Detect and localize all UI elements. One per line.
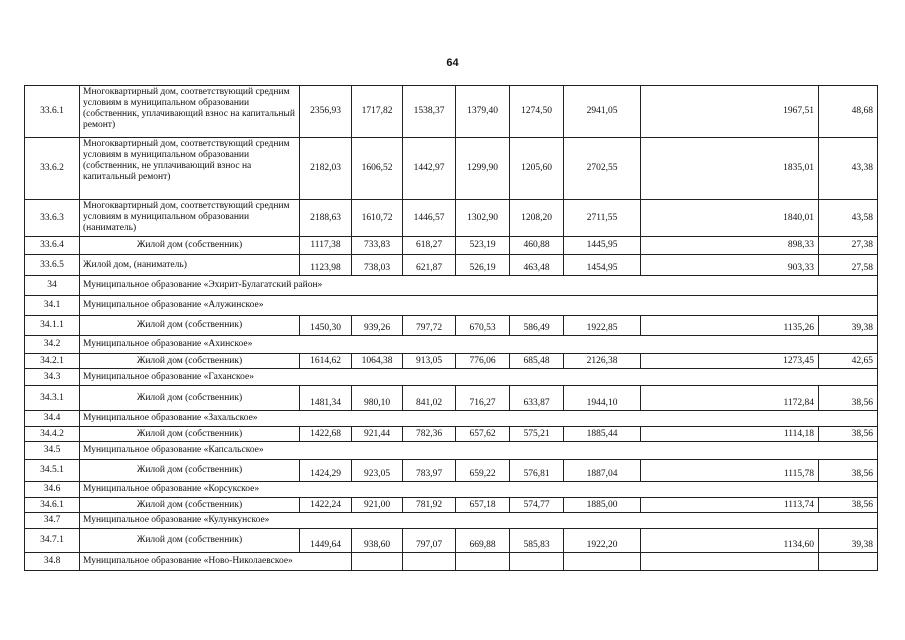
value-cell: 586,49 [510, 316, 564, 336]
value-cell: 913,05 [403, 354, 456, 369]
value-cell: 841,02 [403, 386, 456, 411]
value-cell: 574,77 [510, 498, 564, 513]
value-cell: 1445,95 [564, 237, 641, 255]
row-code: 34.5.1 [25, 460, 80, 482]
value-cell: 1117,38 [300, 237, 352, 255]
value-cell: 1840,01 [641, 200, 819, 237]
value-cell: 1273,45 [641, 354, 819, 369]
row-code: 34.6 [25, 482, 80, 498]
section-row [25, 513, 878, 529]
row-code: 34.1 [25, 296, 80, 316]
table-row [25, 138, 878, 200]
row-code: 34.6.1 [25, 498, 80, 513]
table-row [25, 529, 878, 553]
value-cell: 621,87 [403, 255, 456, 276]
value-cell: 1538,37 [403, 86, 456, 138]
value-cell: 618,27 [403, 237, 456, 255]
section-row [25, 296, 878, 316]
value-cell: 1299,90 [456, 138, 510, 200]
empty-cell [641, 553, 819, 571]
empty-cell [510, 553, 564, 571]
value-cell: 38,56 [819, 460, 878, 482]
row-code: 34.7 [25, 513, 80, 529]
value-cell: 460,88 [510, 237, 564, 255]
row-name: Жилой дом (собственник) [80, 354, 300, 369]
value-cell: 2188,63 [300, 200, 352, 237]
value-cell: 1113,74 [641, 498, 819, 513]
value-cell: 38,56 [819, 427, 878, 442]
row-code: 34.4 [25, 411, 80, 427]
value-cell: 27,38 [819, 237, 878, 255]
row-code: 34.8 [25, 553, 80, 571]
value-cell: 1302,90 [456, 200, 510, 237]
empty-cell [564, 553, 641, 571]
empty-cell [819, 553, 878, 571]
value-cell: 2126,38 [564, 354, 641, 369]
value-cell: 1379,40 [456, 86, 510, 138]
value-cell: 1172,84 [641, 386, 819, 411]
value-cell: 1922,85 [564, 316, 641, 336]
table-row [25, 86, 878, 138]
table-row [25, 498, 878, 513]
value-cell: 1114,18 [641, 427, 819, 442]
section-row [25, 369, 878, 386]
value-cell: 1887,04 [564, 460, 641, 482]
value-cell: 27,58 [819, 255, 878, 276]
value-cell: 783,97 [403, 460, 456, 482]
value-cell: 1208,20 [510, 200, 564, 237]
row-code: 33.6.3 [25, 200, 80, 237]
table-row [25, 427, 878, 442]
empty-cell [352, 553, 403, 571]
value-cell: 575,21 [510, 427, 564, 442]
row-name: Жилой дом (собственник) [80, 427, 300, 442]
row-name: Жилой дом, (наниматель) [80, 255, 300, 276]
value-cell: 1922,20 [564, 529, 641, 553]
value-cell: 39,38 [819, 529, 878, 553]
section-title: Муниципальное образование «Гаханское» [80, 369, 878, 386]
section-title: Муниципальное образование «Кулункунское» [80, 513, 878, 529]
value-cell: 1967,51 [641, 86, 819, 138]
value-cell: 1422,24 [300, 498, 352, 513]
value-cell: 733,83 [352, 237, 403, 255]
section-row [25, 411, 878, 427]
value-cell: 659,22 [456, 460, 510, 482]
section-title: Муниципальное образование «Капсальское» [80, 442, 878, 460]
value-cell: 1274,50 [510, 86, 564, 138]
table-row [25, 237, 878, 255]
value-cell: 923,05 [352, 460, 403, 482]
value-cell: 797,72 [403, 316, 456, 336]
row-name: Жилой дом (собственник) [80, 316, 300, 336]
value-cell: 2941,05 [564, 86, 641, 138]
value-cell: 2182,03 [300, 138, 352, 200]
value-cell: 921,44 [352, 427, 403, 442]
value-cell: 1064,38 [352, 354, 403, 369]
value-cell: 685,48 [510, 354, 564, 369]
value-cell: 1450,30 [300, 316, 352, 336]
value-cell: 1424,29 [300, 460, 352, 482]
section-row [25, 336, 878, 354]
section-title: Муниципальное образование «Ново-Николаевское» [80, 553, 352, 571]
value-cell: 526,19 [456, 255, 510, 276]
row-code: 34.3 [25, 369, 80, 386]
value-cell: 1610,72 [352, 200, 403, 237]
row-code: 34.1.1 [25, 316, 80, 336]
value-cell: 2711,55 [564, 200, 641, 237]
value-cell: 980,10 [352, 386, 403, 411]
value-cell: 1885,00 [564, 498, 641, 513]
value-cell: 48,68 [819, 86, 878, 138]
value-cell: 1123,98 [300, 255, 352, 276]
row-code: 34.3.1 [25, 386, 80, 411]
value-cell: 2356,93 [300, 86, 352, 138]
section-row [25, 276, 878, 296]
value-cell: 1835,01 [641, 138, 819, 200]
value-cell: 898,33 [641, 237, 819, 255]
value-cell: 1446,57 [403, 200, 456, 237]
value-cell: 939,26 [352, 316, 403, 336]
row-code: 33.6.4 [25, 237, 80, 255]
row-name: Жилой дом (собственник) [80, 460, 300, 482]
value-cell: 1885,44 [564, 427, 641, 442]
row-name: Многоквартирный дом, соответствующий средним условиям в муниципальном образовании (наниматель) [80, 200, 300, 237]
section-row [25, 553, 878, 571]
table-row [25, 386, 878, 411]
table-row [25, 316, 878, 336]
section-title: Муниципальное образование «Ахинское» [80, 336, 878, 354]
section-title: Муниципальное образование «Алужинское» [80, 296, 878, 316]
table-row [25, 354, 878, 369]
value-cell: 1205,60 [510, 138, 564, 200]
value-cell: 633,87 [510, 386, 564, 411]
value-cell: 657,62 [456, 427, 510, 442]
value-cell: 776,06 [456, 354, 510, 369]
value-cell: 585,83 [510, 529, 564, 553]
empty-cell [456, 553, 510, 571]
row-code: 34.7.1 [25, 529, 80, 553]
page-number: 64 [446, 57, 459, 69]
value-cell: 657,18 [456, 498, 510, 513]
value-cell: 1134,60 [641, 529, 819, 553]
row-name: Многоквартирный дом, соответствующий средним условиям в муниципальном образовании (собственник, не уплачивающий взнос на капитальный ремонт) [80, 138, 300, 200]
value-cell: 523,19 [456, 237, 510, 255]
value-cell: 43,58 [819, 200, 878, 237]
value-cell: 1717,82 [352, 86, 403, 138]
value-cell: 670,53 [456, 316, 510, 336]
value-cell: 782,36 [403, 427, 456, 442]
value-cell: 2702,55 [564, 138, 641, 200]
value-cell: 716,27 [456, 386, 510, 411]
table-body [25, 86, 878, 571]
table-row [25, 255, 878, 276]
value-cell: 738,03 [352, 255, 403, 276]
value-cell: 38,56 [819, 498, 878, 513]
row-code: 34.5 [25, 442, 80, 460]
row-name: Многоквартирный дом, соответствующий средним условиям в муниципальном образовании (собственник, уплачивающий взнос на капитальный ремонт) [80, 86, 300, 138]
section-title: Муниципальное образование «Корсукское» [80, 482, 878, 498]
row-code: 33.6.1 [25, 86, 80, 138]
value-cell: 1606,52 [352, 138, 403, 200]
value-cell: 903,33 [641, 255, 819, 276]
value-cell: 576,81 [510, 460, 564, 482]
row-code: 34 [25, 276, 80, 296]
value-cell: 1442,97 [403, 138, 456, 200]
row-name: Жилой дом (собственник) [80, 386, 300, 411]
section-title: Муниципальное образование «Захальское» [80, 411, 878, 427]
section-row [25, 482, 878, 498]
value-cell: 921,00 [352, 498, 403, 513]
row-code: 34.2.1 [25, 354, 80, 369]
value-cell: 1115,78 [641, 460, 819, 482]
value-cell: 1422,68 [300, 427, 352, 442]
table-row [25, 460, 878, 482]
value-cell: 1454,95 [564, 255, 641, 276]
row-name: Жилой дом (собственник) [80, 237, 300, 255]
value-cell: 938,60 [352, 529, 403, 553]
row-code: 33.6.2 [25, 138, 80, 200]
empty-cell [403, 553, 456, 571]
table-row [25, 200, 878, 237]
value-cell: 797,07 [403, 529, 456, 553]
section-title: Муниципальное образование «Эхирит-Булагатский район» [80, 276, 878, 296]
value-cell: 463,48 [510, 255, 564, 276]
row-name: Жилой дом (собственник) [80, 498, 300, 513]
value-cell: 1481,34 [300, 386, 352, 411]
value-cell: 781,92 [403, 498, 456, 513]
value-cell: 1135,26 [641, 316, 819, 336]
tariff-table [24, 85, 878, 571]
row-code: 33.6.5 [25, 255, 80, 276]
value-cell: 43,38 [819, 138, 878, 200]
section-row [25, 442, 878, 460]
value-cell: 39,38 [819, 316, 878, 336]
value-cell: 1449,64 [300, 529, 352, 553]
value-cell: 38,56 [819, 386, 878, 411]
value-cell: 1614,62 [300, 354, 352, 369]
row-code: 34.2 [25, 336, 80, 354]
value-cell: 669,88 [456, 529, 510, 553]
value-cell: 42,65 [819, 354, 878, 369]
row-code: 34.4.2 [25, 427, 80, 442]
value-cell: 1944,10 [564, 386, 641, 411]
row-name: Жилой дом (собственник) [80, 529, 300, 553]
